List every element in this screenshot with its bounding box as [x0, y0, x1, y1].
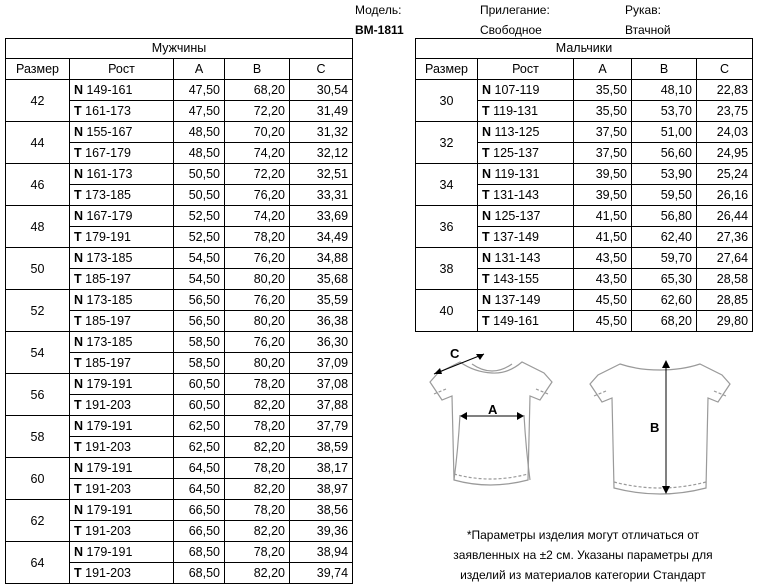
column-header-height: Рост — [478, 59, 574, 80]
height-cell — [70, 416, 174, 437]
height-range: 173-185 — [86, 251, 133, 265]
men-table-title: Мужчины — [6, 39, 353, 59]
height-range: 191-203 — [85, 566, 131, 580]
height-cell — [70, 122, 174, 143]
measure-a-cell: 62,50 — [174, 416, 225, 437]
measure-b-cell: 80,20 — [225, 311, 290, 332]
measure-c-cell: 28,85 — [697, 290, 753, 311]
model-value: BM-1811 — [355, 23, 404, 37]
measure-c-cell: 29,80 — [697, 311, 753, 332]
measure-c-cell: 37,79 — [290, 416, 353, 437]
measure-b-cell: 82,20 — [225, 395, 290, 416]
measure-a-cell: 43,50 — [574, 248, 632, 269]
label-a: A — [488, 402, 498, 417]
height-type: N — [74, 419, 84, 433]
measure-a-cell: 35,50 — [574, 101, 632, 122]
height-cell — [478, 248, 574, 269]
size-cell: 46 — [6, 164, 70, 206]
table-row — [416, 80, 753, 101]
height-cell — [70, 227, 174, 248]
size-cell: 36 — [416, 206, 478, 248]
measure-a-cell: 54,50 — [174, 269, 225, 290]
table-row — [6, 500, 353, 521]
height-type: T — [74, 230, 82, 244]
measure-b-cell: 72,20 — [225, 164, 290, 185]
measure-b-cell: 76,20 — [225, 248, 290, 269]
boys-size-table — [415, 38, 753, 332]
measure-c-cell: 35,59 — [290, 290, 353, 311]
measure-c-cell: 22,83 — [697, 80, 753, 101]
height-range: 173-185 — [86, 335, 133, 349]
measure-b-cell: 74,20 — [225, 143, 290, 164]
size-cell: 30 — [416, 80, 478, 122]
measure-a-cell: 56,50 — [174, 290, 225, 311]
height-range: 119-131 — [494, 167, 540, 181]
height-type: N — [482, 293, 492, 307]
size-cell: 50 — [6, 248, 70, 290]
measure-c-cell: 39,74 — [290, 563, 353, 584]
height-cell — [70, 101, 174, 122]
measure-b-cell: 62,60 — [632, 290, 697, 311]
height-cell — [70, 437, 174, 458]
measure-c-cell: 34,49 — [290, 227, 353, 248]
measure-a-cell: 68,50 — [174, 542, 225, 563]
height-type: T — [74, 398, 82, 412]
height-type: N — [74, 503, 84, 517]
measure-b-cell: 70,20 — [225, 122, 290, 143]
height-cell — [70, 248, 174, 269]
men-size-table — [5, 38, 353, 584]
measure-c-cell: 32,12 — [290, 143, 353, 164]
measure-c-cell: 26,16 — [697, 185, 753, 206]
measure-b-cell: 72,20 — [225, 101, 290, 122]
height-type: N — [482, 83, 492, 97]
table-row — [6, 332, 353, 353]
height-cell — [70, 143, 174, 164]
column-header-height: Рост — [70, 59, 174, 80]
measure-c-cell: 27,36 — [697, 227, 753, 248]
boys-table-title: Мальчики — [416, 39, 753, 59]
disclaimer-note — [418, 525, 748, 585]
measure-b-cell: 59,70 — [632, 248, 697, 269]
height-cell — [70, 563, 174, 584]
measure-c-cell: 38,97 — [290, 479, 353, 500]
height-type: T — [482, 230, 490, 244]
size-cell: 58 — [6, 416, 70, 458]
measure-b-cell: 74,20 — [225, 206, 290, 227]
boys-column-headers — [416, 59, 753, 80]
measure-a-cell: 54,50 — [174, 248, 225, 269]
measure-a-cell: 47,50 — [174, 80, 225, 101]
height-type: N — [74, 167, 84, 181]
height-type: T — [74, 566, 82, 580]
column-header-a: A — [174, 59, 225, 80]
height-type: N — [74, 293, 84, 307]
height-range: 179-191 — [86, 419, 133, 433]
measure-b-cell: 76,20 — [225, 185, 290, 206]
measure-c-cell: 24,03 — [697, 122, 753, 143]
measure-a-cell: 62,50 — [174, 437, 225, 458]
measure-a-cell: 35,50 — [574, 80, 632, 101]
fit-label: Прилегание: — [480, 3, 550, 17]
size-cell: 44 — [6, 122, 70, 164]
height-range: 179-191 — [86, 461, 133, 475]
height-type: T — [74, 188, 82, 202]
height-range: 149-161 — [86, 83, 133, 97]
height-range: 131-143 — [494, 251, 541, 265]
size-cell: 64 — [6, 542, 70, 584]
table-row — [6, 164, 353, 185]
size-cell: 56 — [6, 374, 70, 416]
column-header-c: C — [697, 59, 753, 80]
measure-b-cell: 82,20 — [225, 479, 290, 500]
height-cell — [478, 269, 574, 290]
size-cell: 62 — [6, 500, 70, 542]
measure-b-cell: 68,20 — [225, 80, 290, 101]
measure-c-cell: 37,08 — [290, 374, 353, 395]
height-range: 125-137 — [493, 146, 539, 160]
height-cell — [70, 164, 174, 185]
height-range: 191-203 — [85, 440, 131, 454]
measure-a-cell: 58,50 — [174, 353, 225, 374]
height-type: T — [74, 104, 82, 118]
measure-c-cell: 36,30 — [290, 332, 353, 353]
sleeve-value: Втачной — [625, 23, 671, 37]
height-cell — [70, 479, 174, 500]
label-b: B — [650, 420, 660, 435]
measure-b-cell: 65,30 — [632, 269, 697, 290]
height-type: T — [74, 440, 82, 454]
height-type: N — [74, 335, 84, 349]
height-cell — [70, 395, 174, 416]
height-type: T — [74, 356, 82, 370]
measure-c-cell: 38,59 — [290, 437, 353, 458]
height-type: N — [482, 167, 492, 181]
height-type: T — [482, 104, 490, 118]
table-row — [6, 542, 353, 563]
height-cell — [70, 374, 174, 395]
measure-a-cell: 52,50 — [174, 227, 225, 248]
height-cell — [478, 185, 574, 206]
height-range: 191-203 — [85, 482, 131, 496]
measure-a-cell: 45,50 — [574, 311, 632, 332]
measure-c-cell: 34,88 — [290, 248, 353, 269]
note-line: заявленных на ±2 см. Указаны параметры для — [453, 548, 713, 562]
measure-b-cell: 59,50 — [632, 185, 697, 206]
table-row — [6, 80, 353, 101]
measure-b-cell: 53,70 — [632, 101, 697, 122]
height-type: T — [74, 482, 82, 496]
measure-b-cell: 80,20 — [225, 353, 290, 374]
table-row — [6, 290, 353, 311]
measure-c-cell: 23,75 — [697, 101, 753, 122]
note-line: изделий из материалов категории Стандарт — [460, 568, 706, 582]
measure-c-cell: 39,36 — [290, 521, 353, 542]
size-cell: 38 — [416, 248, 478, 290]
measure-c-cell: 27,64 — [697, 248, 753, 269]
height-type: N — [482, 251, 492, 265]
height-type: N — [482, 209, 492, 223]
measure-c-cell: 38,17 — [290, 458, 353, 479]
height-range: 131-143 — [493, 188, 539, 202]
size-cell: 34 — [416, 164, 478, 206]
measure-a-cell: 50,50 — [174, 185, 225, 206]
measure-c-cell: 36,38 — [290, 311, 353, 332]
height-cell — [478, 80, 574, 101]
height-range: 143-155 — [493, 272, 539, 286]
height-range: 185-197 — [85, 272, 131, 286]
measure-a-cell: 64,50 — [174, 458, 225, 479]
measure-a-cell: 58,50 — [174, 332, 225, 353]
measure-c-cell: 28,58 — [697, 269, 753, 290]
measure-b-cell: 78,20 — [225, 500, 290, 521]
table-row — [6, 206, 353, 227]
height-cell — [70, 353, 174, 374]
height-cell — [70, 290, 174, 311]
model-label: Модель: — [355, 3, 402, 17]
measure-b-cell: 56,80 — [632, 206, 697, 227]
measure-c-cell: 30,54 — [290, 80, 353, 101]
measure-b-cell: 78,20 — [225, 416, 290, 437]
height-cell — [70, 311, 174, 332]
table-row — [6, 458, 353, 479]
height-range: 107-119 — [494, 83, 540, 97]
column-header-b: B — [632, 59, 697, 80]
measure-c-cell: 32,51 — [290, 164, 353, 185]
measure-a-cell: 48,50 — [174, 122, 225, 143]
measure-a-cell: 41,50 — [574, 227, 632, 248]
height-type: N — [482, 125, 492, 139]
height-type: T — [74, 524, 82, 538]
size-cell: 52 — [6, 290, 70, 332]
size-cell: 54 — [6, 332, 70, 374]
height-type: T — [482, 272, 490, 286]
height-range: 191-203 — [85, 524, 131, 538]
table-row — [416, 290, 753, 311]
measure-c-cell: 31,32 — [290, 122, 353, 143]
height-range: 173-185 — [86, 293, 133, 307]
height-type: N — [74, 545, 84, 559]
measure-a-cell: 37,50 — [574, 143, 632, 164]
table-row — [416, 206, 753, 227]
tshirt-front-outline — [430, 362, 552, 485]
measure-c-cell: 31,49 — [290, 101, 353, 122]
measure-c-cell: 37,88 — [290, 395, 353, 416]
measure-a-cell: 48,50 — [174, 143, 225, 164]
height-cell — [478, 311, 574, 332]
height-cell — [478, 101, 574, 122]
measure-a-cell: 43,50 — [574, 269, 632, 290]
height-type: N — [74, 125, 84, 139]
measure-a-cell: 45,50 — [574, 290, 632, 311]
column-header-size: Размер — [6, 59, 70, 80]
height-range: 191-203 — [85, 398, 131, 412]
sleeve-label: Рукав: — [625, 3, 661, 17]
measure-b-cell: 76,20 — [225, 290, 290, 311]
height-type: N — [74, 83, 84, 97]
measure-b-cell: 51,00 — [632, 122, 697, 143]
measure-b-cell: 82,20 — [225, 521, 290, 542]
height-type: T — [74, 314, 82, 328]
table-row — [416, 122, 753, 143]
height-cell — [70, 80, 174, 101]
measure-c-cell: 35,68 — [290, 269, 353, 290]
measure-c-cell: 26,44 — [697, 206, 753, 227]
tshirt-back-outline — [590, 364, 730, 494]
men-column-headers — [6, 59, 353, 80]
size-cell: 48 — [6, 206, 70, 248]
measure-c-cell: 24,95 — [697, 143, 753, 164]
height-range: 179-191 — [86, 503, 133, 517]
height-range: 149-161 — [493, 314, 539, 328]
measure-c-cell: 38,56 — [290, 500, 353, 521]
height-type: T — [482, 188, 490, 202]
table-row — [6, 416, 353, 437]
height-range: 155-167 — [86, 125, 133, 139]
measure-a-cell: 39,50 — [574, 185, 632, 206]
measure-b-cell: 68,20 — [632, 311, 697, 332]
label-c: C — [450, 346, 460, 361]
measure-c-cell: 25,24 — [697, 164, 753, 185]
measure-b-cell: 82,20 — [225, 563, 290, 584]
table-row — [416, 248, 753, 269]
measure-b-cell: 78,20 — [225, 458, 290, 479]
size-cell: 40 — [416, 290, 478, 332]
measure-c-cell: 33,31 — [290, 185, 353, 206]
height-range: 137-149 — [494, 293, 541, 307]
measure-b-cell: 48,10 — [632, 80, 697, 101]
height-range: 167-179 — [85, 146, 131, 160]
column-header-b: B — [225, 59, 290, 80]
tshirt-measurement-diagram — [420, 340, 755, 510]
measure-b-cell: 78,20 — [225, 374, 290, 395]
column-header-size: Размер — [416, 59, 478, 80]
height-cell — [478, 227, 574, 248]
height-range: 161-173 — [85, 104, 131, 118]
table-row — [416, 164, 753, 185]
height-cell — [70, 269, 174, 290]
height-cell — [478, 122, 574, 143]
measure-c-cell: 37,09 — [290, 353, 353, 374]
height-type: N — [74, 377, 84, 391]
height-cell — [70, 458, 174, 479]
measure-b-cell: 56,60 — [632, 143, 697, 164]
measure-a-cell: 60,50 — [174, 395, 225, 416]
height-cell — [478, 206, 574, 227]
note-line: *Параметры изделия могут отличаться от — [466, 528, 700, 542]
column-header-c: C — [290, 59, 353, 80]
size-cell: 32 — [416, 122, 478, 164]
table-row — [6, 374, 353, 395]
measure-a-cell: 52,50 — [174, 206, 225, 227]
height-range: 179-191 — [86, 545, 133, 559]
measure-b-cell: 53,90 — [632, 164, 697, 185]
height-cell — [70, 185, 174, 206]
height-type: T — [482, 314, 490, 328]
measure-a-cell: 39,50 — [574, 164, 632, 185]
measure-a-cell: 60,50 — [174, 374, 225, 395]
measure-c-cell: 33,69 — [290, 206, 353, 227]
height-range: 137-149 — [493, 230, 539, 244]
height-range: 185-197 — [85, 314, 131, 328]
measure-b-cell: 80,20 — [225, 269, 290, 290]
height-range: 167-179 — [86, 209, 133, 223]
height-cell — [478, 143, 574, 164]
height-type: N — [74, 461, 84, 475]
height-type: T — [482, 146, 490, 160]
height-type: N — [74, 251, 84, 265]
height-cell — [478, 164, 574, 185]
size-cell: 60 — [6, 458, 70, 500]
measure-b-cell: 82,20 — [225, 437, 290, 458]
measure-b-cell: 78,20 — [225, 542, 290, 563]
height-cell — [70, 542, 174, 563]
table-row — [6, 122, 353, 143]
height-range: 119-131 — [493, 104, 539, 118]
fit-value: Свободное — [480, 23, 542, 37]
measure-a-cell: 56,50 — [174, 311, 225, 332]
measure-a-cell: 68,50 — [174, 563, 225, 584]
height-type: N — [74, 209, 84, 223]
table-row — [6, 248, 353, 269]
height-range: 185-197 — [85, 356, 131, 370]
measure-a-cell: 66,50 — [174, 500, 225, 521]
measure-a-cell: 66,50 — [174, 521, 225, 542]
height-range: 173-185 — [85, 188, 131, 202]
height-cell — [70, 500, 174, 521]
height-range: 161-173 — [86, 167, 133, 181]
height-type: T — [74, 272, 82, 286]
measure-b-cell: 78,20 — [225, 227, 290, 248]
height-cell — [478, 290, 574, 311]
measure-b-cell: 62,40 — [632, 227, 697, 248]
measure-a-cell: 41,50 — [574, 206, 632, 227]
column-header-a: A — [574, 59, 632, 80]
measure-b-cell: 76,20 — [225, 332, 290, 353]
measure-a-cell: 47,50 — [174, 101, 225, 122]
height-range: 113-125 — [494, 125, 540, 139]
measure-a-cell: 50,50 — [174, 164, 225, 185]
size-cell: 42 — [6, 80, 70, 122]
measure-c-cell: 38,94 — [290, 542, 353, 563]
height-range: 125-137 — [494, 209, 541, 223]
height-range: 179-191 — [85, 230, 131, 244]
measure-a-cell: 64,50 — [174, 479, 225, 500]
height-cell — [70, 206, 174, 227]
height-range: 179-191 — [86, 377, 133, 391]
dimension-b — [662, 360, 670, 494]
height-cell — [70, 332, 174, 353]
height-cell — [70, 521, 174, 542]
measure-a-cell: 37,50 — [574, 122, 632, 143]
height-type: T — [74, 146, 82, 160]
